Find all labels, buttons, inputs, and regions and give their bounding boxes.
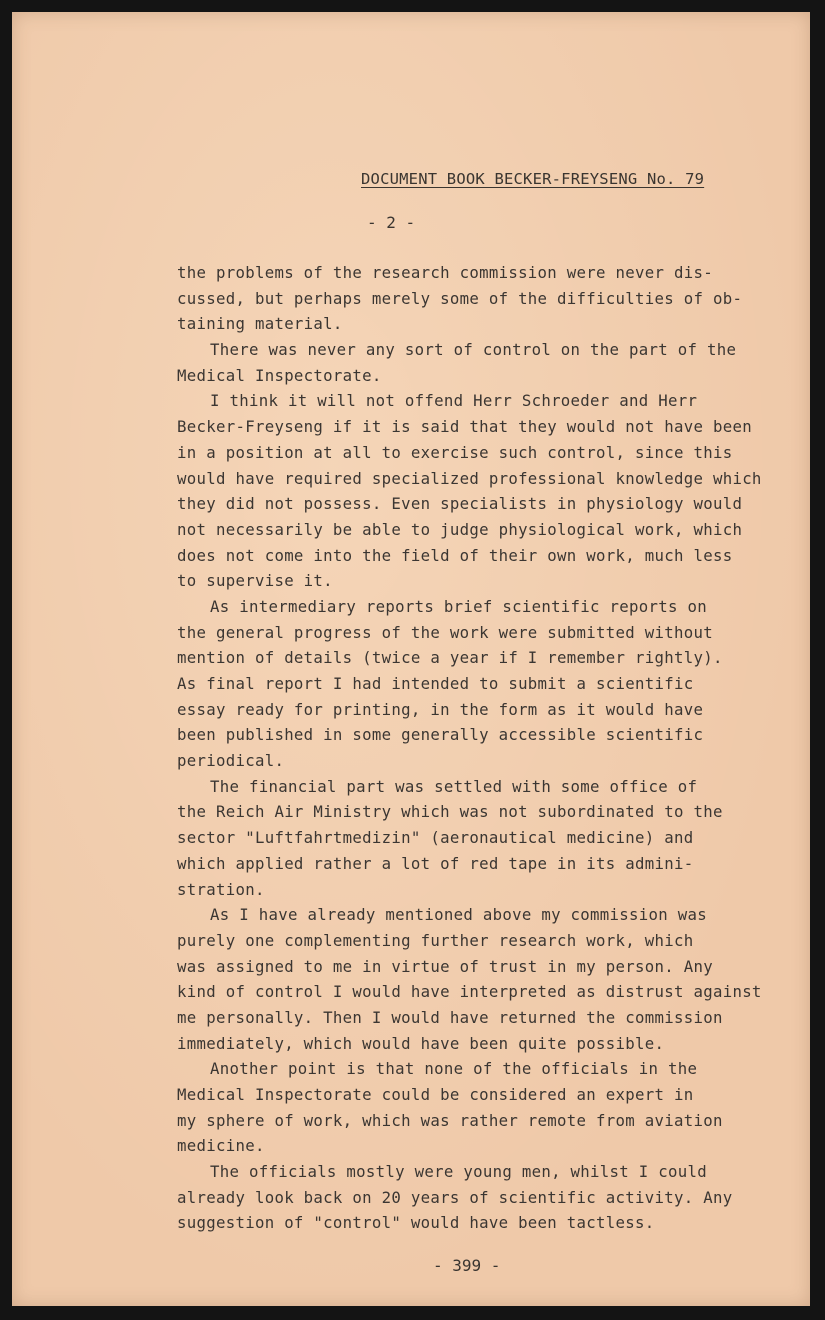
text-line: suggestion of "control" would have been tactless.: [177, 1213, 655, 1233]
text-line: The financial part was settled with some office of: [210, 776, 698, 796]
text-line: kind of control I would have interpreted as distrust against: [177, 982, 762, 1002]
text-line: As I have already mentioned above my commission was: [210, 905, 707, 925]
text-line: There was never any sort of control on the part of the: [210, 340, 737, 360]
text-line: essay ready for printing, in the form as it would have: [177, 699, 704, 719]
text-line: As intermediary reports brief scientific reports on: [210, 596, 707, 616]
text-line: the general progress of the work were submitted without: [177, 622, 713, 642]
text-line: taining material.: [177, 314, 343, 334]
text-line: Another point is that none of the officials in the: [210, 1059, 698, 1079]
text-line: Medical Inspectorate.: [177, 365, 382, 385]
text-line: purely one complementing further research work, which: [177, 930, 694, 950]
text-line: cussed, but perhaps merely some of the difficulties of ob-: [177, 288, 743, 308]
text-line: would have required specialized professional knowledge which: [177, 468, 762, 488]
page-number: - 399 -: [433, 1256, 501, 1275]
text-line: does not come into the field of their own work, much less: [177, 545, 733, 565]
text-line: in a position at all to exercise such control, since this: [177, 442, 733, 462]
text-line: medicine.: [177, 1136, 265, 1156]
text-line: they did not possess. Even specialists in physiology would: [177, 494, 743, 514]
text-line: the Reich Air Ministry which was not subordinated to the: [177, 802, 723, 822]
text-line: which applied rather a lot of red tape in its admini-: [177, 853, 694, 873]
text-line: Medical Inspectorate could be considered an expert in: [177, 1085, 694, 1104]
text-line: Becker-Freyseng if it is said that they would not have been: [177, 417, 752, 437]
text-line: periodical.: [177, 751, 285, 771]
document-page: [12, 12, 810, 1306]
text-line: me personally. Then I would have returned the commission: [177, 1007, 723, 1027]
text-line: sector "Luftfahrtmedizin" (aeronautical medicine) and: [177, 828, 694, 848]
document-book-title: DOCUMENT BOOK BECKER-FREYSENG No. 79: [361, 170, 705, 188]
text-line: immediately, which would have been quite possible.: [177, 1033, 665, 1053]
text-line: been published in some generally accessible scientific: [177, 725, 704, 745]
text-line: I think it will not offend Herr Schroeder and Herr: [210, 391, 698, 411]
text-line: mention of details (twice a year if I remember rightly).: [177, 648, 723, 668]
text-line: my sphere of work, which was rather remote from aviation: [177, 1110, 723, 1130]
text-line: As final report I had intended to submit a scientific: [177, 674, 694, 693]
page-marker: - 2 -: [367, 213, 416, 232]
text-line: not necessarily be able to judge physiological work, which: [177, 519, 743, 539]
text-line: already look back on 20 years of scientific activity. Any: [177, 1187, 733, 1207]
text-line: stration.: [177, 879, 265, 899]
text-line: was assigned to me in virtue of trust in my person. Any: [177, 956, 713, 976]
text-line: The officials mostly were young men, whilst I could: [210, 1162, 707, 1182]
text-line: the problems of the research commission were never dis-: [177, 263, 713, 282]
text-line: to supervise it.: [177, 571, 333, 591]
body-text: [177, 260, 807, 1236]
